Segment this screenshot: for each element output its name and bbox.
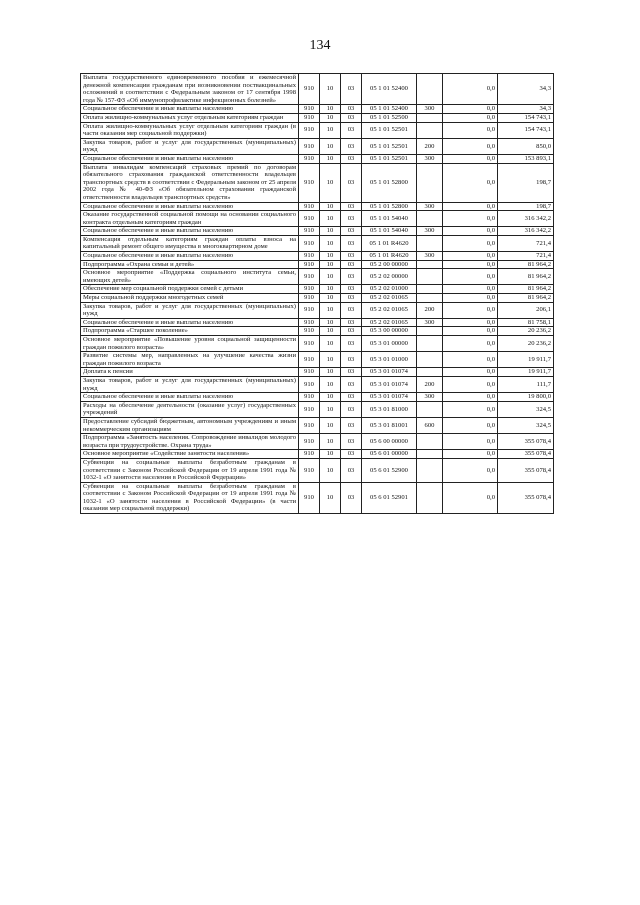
cell-razdel: 10 <box>320 401 341 417</box>
cell-grbs: 910 <box>299 336 320 352</box>
cell-name: Социальное обеспечение и иные выплаты населению <box>81 154 299 163</box>
cell-target-article: 05 1 01 R4620 <box>362 252 417 261</box>
cell-target-article: 05 2 02 01065 <box>362 318 417 327</box>
cell-razdel: 10 <box>320 154 341 163</box>
cell-sum-2: 81 758,1 <box>498 318 554 327</box>
cell-name: Подпрограмма «Занятость населения. Сопровождение инвалидов молодого возраста при трудоустройстве. Охрана труда» <box>81 434 299 450</box>
cell-podrazdel: 03 <box>341 113 362 122</box>
cell-podrazdel: 03 <box>341 450 362 459</box>
cell-razdel: 10 <box>320 74 341 105</box>
cell-sum-2: 81 964,2 <box>498 269 554 285</box>
cell-grbs: 910 <box>299 327 320 336</box>
cell-expense-type <box>417 113 443 122</box>
cell-sum-2: 355 078,4 <box>498 482 554 513</box>
cell-razdel: 10 <box>320 336 341 352</box>
cell-sum-1: 0,0 <box>443 458 498 482</box>
cell-podrazdel: 03 <box>341 227 362 236</box>
cell-razdel: 10 <box>320 458 341 482</box>
cell-grbs: 910 <box>299 285 320 294</box>
cell-podrazdel: 03 <box>341 302 362 318</box>
cell-grbs: 910 <box>299 417 320 433</box>
cell-podrazdel: 03 <box>341 105 362 114</box>
cell-grbs: 910 <box>299 252 320 261</box>
cell-sum-1: 0,0 <box>443 417 498 433</box>
cell-name: Выплата инвалидам компенсаций страховых премий по договорам обязательного страхования гражданской ответственности владельцев транспортных средств в соответствии с Федеральным законом от 25 апреля 2002 года № 40-ФЗ «Об обязательном страховании гражданской ответственности владельцев транспортных средств» <box>81 163 299 202</box>
cell-podrazdel: 03 <box>341 336 362 352</box>
cell-razdel: 10 <box>320 113 341 122</box>
cell-podrazdel: 03 <box>341 401 362 417</box>
cell-sum-1: 0,0 <box>443 336 498 352</box>
cell-sum-2: 81 964,2 <box>498 294 554 303</box>
cell-grbs: 910 <box>299 376 320 392</box>
cell-podrazdel: 03 <box>341 458 362 482</box>
cell-name: Основное мероприятие «Поддержка социального института семьи, имеющих детей» <box>81 269 299 285</box>
cell-expense-type <box>417 482 443 513</box>
cell-razdel: 10 <box>320 260 341 269</box>
cell-razdel: 10 <box>320 393 341 402</box>
cell-expense-type: 600 <box>417 417 443 433</box>
table-row <box>81 252 554 261</box>
table-row <box>81 74 554 105</box>
table-row <box>81 122 554 138</box>
cell-sum-1: 0,0 <box>443 318 498 327</box>
cell-name: Основное мероприятие «Повышение уровня социальной защищенности граждан пожилого возраста» <box>81 336 299 352</box>
table-row <box>81 450 554 459</box>
cell-razdel: 10 <box>320 122 341 138</box>
cell-expense-type <box>417 122 443 138</box>
cell-target-article: 05 1 01 52800 <box>362 163 417 202</box>
cell-target-article: 05 1 01 52501 <box>362 138 417 154</box>
cell-sum-2: 721,4 <box>498 252 554 261</box>
cell-name: Социальное обеспечение и иные выплаты населению <box>81 393 299 402</box>
cell-target-article: 05 1 01 52500 <box>362 113 417 122</box>
cell-grbs: 910 <box>299 482 320 513</box>
cell-name: Компенсация отдельным категориям граждан оплаты взноса на капитальный ремонт общего имущества в многоквартирном доме <box>81 235 299 251</box>
cell-grbs: 910 <box>299 202 320 211</box>
table-row <box>81 352 554 368</box>
cell-target-article: 05 2 02 00000 <box>362 269 417 285</box>
cell-name: Развитие системы мер, направленных на улучшение качества жизни граждан пожилого возраста <box>81 352 299 368</box>
cell-name: Социальное обеспечение и иные выплаты населению <box>81 202 299 211</box>
cell-grbs: 910 <box>299 318 320 327</box>
cell-expense-type <box>417 294 443 303</box>
table-row <box>81 163 554 202</box>
cell-name: Обеспечение мер социальной поддержки семей с детьми <box>81 285 299 294</box>
table-row <box>81 401 554 417</box>
table-body <box>81 74 554 514</box>
cell-sum-2: 198,7 <box>498 163 554 202</box>
table-row <box>81 318 554 327</box>
cell-sum-1: 0,0 <box>443 285 498 294</box>
cell-expense-type <box>417 368 443 377</box>
cell-sum-1: 0,0 <box>443 74 498 105</box>
cell-name: Социальное обеспечение и иные выплаты населению <box>81 227 299 236</box>
cell-sum-1: 0,0 <box>443 302 498 318</box>
cell-podrazdel: 03 <box>341 154 362 163</box>
table-row <box>81 327 554 336</box>
cell-sum-2: 316 342,2 <box>498 211 554 227</box>
table-row <box>81 417 554 433</box>
table-row <box>81 235 554 251</box>
cell-podrazdel: 03 <box>341 138 362 154</box>
cell-podrazdel: 03 <box>341 327 362 336</box>
cell-sum-2: 19 911,7 <box>498 352 554 368</box>
cell-sum-1: 0,0 <box>443 138 498 154</box>
cell-sum-2: 19 911,7 <box>498 368 554 377</box>
cell-podrazdel: 03 <box>341 417 362 433</box>
cell-grbs: 910 <box>299 294 320 303</box>
cell-grbs: 910 <box>299 74 320 105</box>
cell-podrazdel: 03 <box>341 352 362 368</box>
cell-grbs: 910 <box>299 393 320 402</box>
cell-sum-2: 355 078,4 <box>498 450 554 459</box>
cell-sum-1: 0,0 <box>443 450 498 459</box>
cell-podrazdel: 03 <box>341 163 362 202</box>
cell-target-article: 05 6 01 52900 <box>362 458 417 482</box>
cell-expense-type: 300 <box>417 227 443 236</box>
table-row <box>81 458 554 482</box>
cell-grbs: 910 <box>299 352 320 368</box>
cell-expense-type: 300 <box>417 318 443 327</box>
cell-sum-1: 0,0 <box>443 269 498 285</box>
cell-sum-2: 153 893,1 <box>498 154 554 163</box>
cell-expense-type <box>417 401 443 417</box>
cell-razdel: 10 <box>320 368 341 377</box>
cell-name: Оплата жилищно-коммунальных услуг отдельным категориям граждан <box>81 113 299 122</box>
cell-grbs: 910 <box>299 458 320 482</box>
cell-sum-1: 0,0 <box>443 294 498 303</box>
cell-expense-type: 300 <box>417 393 443 402</box>
cell-razdel: 10 <box>320 285 341 294</box>
cell-podrazdel: 03 <box>341 368 362 377</box>
cell-target-article: 05 6 00 00000 <box>362 434 417 450</box>
cell-podrazdel: 03 <box>341 285 362 294</box>
table-row <box>81 482 554 513</box>
table-row <box>81 138 554 154</box>
table-row <box>81 294 554 303</box>
cell-expense-type: 200 <box>417 302 443 318</box>
cell-target-article: 05 3 01 81000 <box>362 401 417 417</box>
cell-sum-1: 0,0 <box>443 235 498 251</box>
cell-name: Социальное обеспечение и иные выплаты населению <box>81 252 299 261</box>
cell-razdel: 10 <box>320 318 341 327</box>
table-row <box>81 285 554 294</box>
cell-expense-type <box>417 211 443 227</box>
cell-expense-type <box>417 260 443 269</box>
cell-name: Закупка товаров, работ и услуг для государственных (муниципальных) нужд <box>81 376 299 392</box>
cell-sum-1: 0,0 <box>443 376 498 392</box>
cell-grbs: 910 <box>299 211 320 227</box>
cell-grbs: 910 <box>299 138 320 154</box>
cell-podrazdel: 03 <box>341 376 362 392</box>
table-row <box>81 105 554 114</box>
cell-razdel: 10 <box>320 434 341 450</box>
cell-sum-2: 355 078,4 <box>498 434 554 450</box>
cell-name: Подпрограмма «Старшее поколение» <box>81 327 299 336</box>
cell-expense-type <box>417 450 443 459</box>
cell-target-article: 05 3 01 01074 <box>362 393 417 402</box>
cell-sum-1: 0,0 <box>443 113 498 122</box>
cell-razdel: 10 <box>320 376 341 392</box>
cell-name: Закупка товаров, работ и услуг для государственных (муниципальных) нужд <box>81 138 299 154</box>
cell-expense-type: 200 <box>417 138 443 154</box>
cell-razdel: 10 <box>320 269 341 285</box>
cell-target-article: 05 1 01 52400 <box>362 105 417 114</box>
cell-sum-1: 0,0 <box>443 122 498 138</box>
cell-sum-2: 206,1 <box>498 302 554 318</box>
cell-name: Доплата к пенсии <box>81 368 299 377</box>
cell-sum-1: 0,0 <box>443 154 498 163</box>
cell-sum-1: 0,0 <box>443 368 498 377</box>
cell-podrazdel: 03 <box>341 235 362 251</box>
cell-podrazdel: 03 <box>341 294 362 303</box>
cell-sum-2: 324,5 <box>498 417 554 433</box>
cell-target-article: 05 3 01 81001 <box>362 417 417 433</box>
cell-target-article: 05 6 01 00000 <box>362 450 417 459</box>
cell-podrazdel: 03 <box>341 434 362 450</box>
cell-razdel: 10 <box>320 163 341 202</box>
cell-expense-type <box>417 352 443 368</box>
table-row <box>81 368 554 377</box>
cell-podrazdel: 03 <box>341 260 362 269</box>
cell-sum-1: 0,0 <box>443 401 498 417</box>
cell-sum-2: 81 964,2 <box>498 285 554 294</box>
cell-sum-2: 81 964,2 <box>498 260 554 269</box>
cell-grbs: 910 <box>299 269 320 285</box>
cell-name: Выплата государственного единовременного пособия и ежемесячной денежной компенсации гражданам при возникновении поствакцинальных осложнений в соответствии с Федеральным законом от 17 сентября 1998 года № 157-ФЗ «Об иммунопрофилактике инфекционных болезней» <box>81 74 299 105</box>
cell-sum-1: 0,0 <box>443 163 498 202</box>
cell-name: Подпрограмма «Охрана семьи и детей» <box>81 260 299 269</box>
cell-target-article: 05 1 01 R4620 <box>362 235 417 251</box>
cell-razdel: 10 <box>320 294 341 303</box>
cell-sum-2: 198,7 <box>498 202 554 211</box>
cell-sum-2: 20 236,2 <box>498 336 554 352</box>
cell-grbs: 910 <box>299 122 320 138</box>
cell-sum-2: 324,5 <box>498 401 554 417</box>
cell-name: Закупка товаров, работ и услуг для государственных (муниципальных) нужд <box>81 302 299 318</box>
cell-target-article: 05 1 01 52501 <box>362 154 417 163</box>
cell-razdel: 10 <box>320 327 341 336</box>
cell-grbs: 910 <box>299 302 320 318</box>
cell-grbs: 910 <box>299 163 320 202</box>
cell-razdel: 10 <box>320 302 341 318</box>
table-row <box>81 202 554 211</box>
cell-expense-type: 300 <box>417 154 443 163</box>
cell-target-article: 05 3 01 01074 <box>362 368 417 377</box>
cell-expense-type: 200 <box>417 376 443 392</box>
cell-target-article: 05 2 02 01000 <box>362 285 417 294</box>
cell-expense-type <box>417 434 443 450</box>
cell-grbs: 910 <box>299 434 320 450</box>
cell-sum-1: 0,0 <box>443 352 498 368</box>
cell-grbs: 910 <box>299 450 320 459</box>
cell-sum-1: 0,0 <box>443 327 498 336</box>
cell-sum-1: 0,0 <box>443 393 498 402</box>
cell-razdel: 10 <box>320 417 341 433</box>
cell-name: Социальное обеспечение и иные выплаты населению <box>81 318 299 327</box>
table-row <box>81 154 554 163</box>
cell-podrazdel: 03 <box>341 393 362 402</box>
table-row <box>81 393 554 402</box>
table-row <box>81 211 554 227</box>
cell-sum-2: 19 800,0 <box>498 393 554 402</box>
cell-sum-1: 0,0 <box>443 252 498 261</box>
cell-grbs: 910 <box>299 401 320 417</box>
cell-target-article: 05 2 02 01065 <box>362 302 417 318</box>
cell-name: Расходы на обеспечение деятельности (оказание услуг) государственных учреждений <box>81 401 299 417</box>
table-row <box>81 434 554 450</box>
cell-grbs: 910 <box>299 368 320 377</box>
table-row <box>81 227 554 236</box>
cell-target-article: 05 1 01 52800 <box>362 202 417 211</box>
cell-sum-2: 316 342,2 <box>498 227 554 236</box>
cell-target-article: 05 1 01 52400 <box>362 74 417 105</box>
cell-expense-type <box>417 285 443 294</box>
cell-name: Субвенции на социальные выплаты безработным гражданам в соответствии с Законом Российской Федерации от 19 апреля 1991 года № 1032-1 «О занятости населения в Российской Федерации» (в части оказания мер социальной поддержки) <box>81 482 299 513</box>
table-row <box>81 113 554 122</box>
cell-razdel: 10 <box>320 352 341 368</box>
cell-podrazdel: 03 <box>341 482 362 513</box>
cell-sum-1: 0,0 <box>443 211 498 227</box>
cell-sum-2: 34,3 <box>498 105 554 114</box>
cell-grbs: 910 <box>299 113 320 122</box>
cell-expense-type <box>417 269 443 285</box>
cell-expense-type <box>417 163 443 202</box>
cell-sum-2: 111,7 <box>498 376 554 392</box>
cell-expense-type: 300 <box>417 252 443 261</box>
cell-target-article: 05 3 01 01000 <box>362 352 417 368</box>
cell-target-article: 05 3 00 00000 <box>362 327 417 336</box>
cell-name: Предоставление субсидий бюджетным, автономным учреждениям и иным некоммерческим организациям <box>81 417 299 433</box>
cell-podrazdel: 03 <box>341 122 362 138</box>
cell-target-article: 05 2 02 01065 <box>362 294 417 303</box>
table-row <box>81 260 554 269</box>
cell-grbs: 910 <box>299 154 320 163</box>
cell-target-article: 05 2 00 00000 <box>362 260 417 269</box>
cell-sum-1: 0,0 <box>443 260 498 269</box>
cell-grbs: 910 <box>299 105 320 114</box>
table-row <box>81 336 554 352</box>
table-row <box>81 376 554 392</box>
cell-target-article: 05 1 01 54040 <box>362 211 417 227</box>
cell-expense-type <box>417 458 443 482</box>
cell-name: Основное мероприятие «Содействие занятости населения» <box>81 450 299 459</box>
cell-expense-type: 300 <box>417 202 443 211</box>
cell-razdel: 10 <box>320 450 341 459</box>
cell-name: Оказание государственной социальной помощи на основании социального контракта отдельным категориям граждан <box>81 211 299 227</box>
cell-name: Социальное обеспечение и иные выплаты населению <box>81 105 299 114</box>
cell-expense-type <box>417 327 443 336</box>
cell-target-article: 05 3 01 00000 <box>362 336 417 352</box>
cell-grbs: 910 <box>299 260 320 269</box>
cell-expense-type <box>417 235 443 251</box>
cell-expense-type <box>417 74 443 105</box>
budget-table <box>80 73 554 514</box>
cell-sum-2: 850,0 <box>498 138 554 154</box>
cell-sum-1: 0,0 <box>443 202 498 211</box>
cell-name: Меры социальной поддержки многодетных семей <box>81 294 299 303</box>
cell-podrazdel: 03 <box>341 269 362 285</box>
cell-razdel: 10 <box>320 138 341 154</box>
cell-expense-type: 300 <box>417 105 443 114</box>
cell-target-article: 05 6 01 52901 <box>362 482 417 513</box>
table-row <box>81 302 554 318</box>
cell-target-article: 05 1 01 54040 <box>362 227 417 236</box>
cell-sum-2: 20 236,2 <box>498 327 554 336</box>
cell-podrazdel: 03 <box>341 211 362 227</box>
cell-sum-1: 0,0 <box>443 227 498 236</box>
cell-grbs: 910 <box>299 235 320 251</box>
cell-expense-type <box>417 336 443 352</box>
page-number: 134 <box>309 38 331 53</box>
cell-razdel: 10 <box>320 202 341 211</box>
cell-grbs: 910 <box>299 227 320 236</box>
cell-sum-2: 34,3 <box>498 74 554 105</box>
cell-name: Субвенции на социальные выплаты безработным гражданам в соответствии с Законом Российской Федерации от 19 апреля 1991 года № 1032-1 «О занятости населения в Российской Федерации» <box>81 458 299 482</box>
cell-sum-1: 0,0 <box>443 434 498 450</box>
cell-razdel: 10 <box>320 252 341 261</box>
cell-podrazdel: 03 <box>341 318 362 327</box>
table-row <box>81 269 554 285</box>
cell-podrazdel: 03 <box>341 74 362 105</box>
cell-sum-2: 721,4 <box>498 235 554 251</box>
cell-target-article: 05 1 01 52501 <box>362 122 417 138</box>
cell-razdel: 10 <box>320 211 341 227</box>
cell-razdel: 10 <box>320 482 341 513</box>
cell-target-article: 05 3 01 01074 <box>362 376 417 392</box>
cell-name: Оплата жилищно-коммунальных услуг отдельным категориям граждан (в части оказания мер социальной поддержки) <box>81 122 299 138</box>
cell-sum-1: 0,0 <box>443 105 498 114</box>
cell-sum-2: 154 743,1 <box>498 122 554 138</box>
cell-podrazdel: 03 <box>341 202 362 211</box>
cell-podrazdel: 03 <box>341 252 362 261</box>
cell-sum-2: 355 078,4 <box>498 458 554 482</box>
cell-razdel: 10 <box>320 235 341 251</box>
cell-sum-2: 154 743,1 <box>498 113 554 122</box>
cell-razdel: 10 <box>320 227 341 236</box>
cell-razdel: 10 <box>320 105 341 114</box>
cell-sum-1: 0,0 <box>443 482 498 513</box>
